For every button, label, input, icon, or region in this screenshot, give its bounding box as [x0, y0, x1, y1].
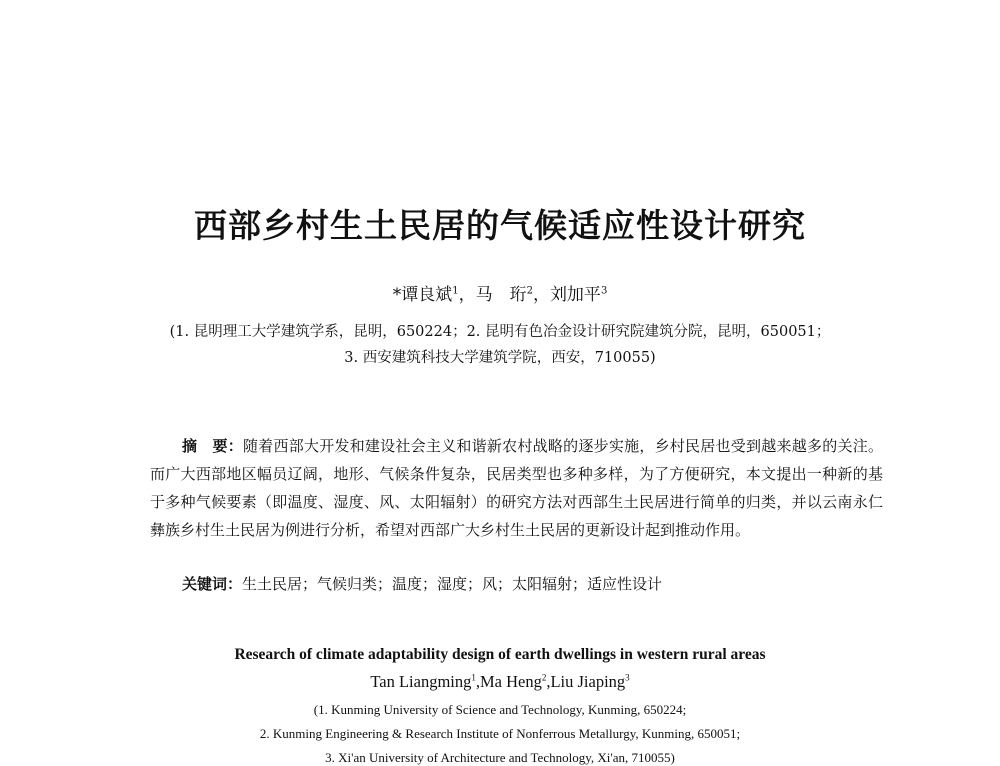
- abstract-label: 摘 要：: [182, 437, 243, 455]
- english-title: Research of climate adaptability design of earth dwellings in western rural areas: [234, 646, 766, 663]
- english-author-list: Tan Liangming$^1$,Ma Heng$^2$,Liu Jiaping$^3$: [370, 672, 630, 691]
- affiliation-line-2: 3. 西安建筑科技大学建筑学院，西安，710055): [344, 350, 656, 366]
- author-3-affil: 3: [600, 285, 608, 297]
- english-affiliation-line-2: 2. Kunming Engineering & Research Institute of Nonferrous Metallurgy, Kunming, 650051;: [259, 726, 741, 741]
- english-author-1-affil: 1: [471, 672, 476, 683]
- english-affiliation-line-1: (1. Kunming University of Science and Technology, Kunming, 650224;: [313, 702, 687, 717]
- english-author-3-affil: 3: [625, 672, 630, 683]
- abstract-block: [150, 432, 883, 544]
- paper-title: 西部乡村生土民居的气候适应性设计研究: [194, 206, 806, 245]
- keywords-text: 生土民居；气候归类；温度；湿度；风；太阳辐射；适应性设计: [242, 575, 663, 593]
- author-1-affil: 1: [452, 285, 459, 297]
- english-author-1: Tan Liangming: [370, 672, 472, 691]
- author-1: 谭良斌: [401, 285, 453, 305]
- english-affiliation-line-3: 3. Xi'an University of Architecture and Technology, Xi'an, 710055): [325, 750, 675, 765]
- affiliation-line-1: (1. 昆明理工大学建筑学系，昆明，650224；2. 昆明有色冶金设计研究院建筑分院，昆明，650051；: [169, 324, 831, 340]
- author-list: *谭良斌$^1$，马 珩$^2$，刘加平$^3$: [392, 285, 608, 305]
- english-author-2: Ma Heng: [479, 672, 542, 691]
- author-2: 马 珩: [475, 285, 527, 305]
- author-3: 刘加平: [549, 285, 601, 305]
- keywords-block: [182, 573, 662, 594]
- corresponding-mark: *: [392, 285, 402, 305]
- english-author-3: Liu Jiaping: [550, 672, 626, 691]
- author-2-affil: 2: [526, 285, 533, 297]
- english-author-2-affil: 2: [541, 672, 547, 683]
- keywords-label: 关键词：: [182, 575, 243, 593]
- abstract-text: 随着西部大开发和建设社会主义和谐新农村战略的逐步实施，乡村民居也受到越来越多的关注。而广大西部地区幅员辽阔，地形、气候条件复杂，民居类型也多种多样，为了方便研究，本文提出一种新的基于多种气候要素（即温度、湿度、风、太阳辐射）的研究方法对西部生土民居进行简单的归类，并以云南永仁彝族乡村生土民居为例进行分析，希望对西部广大乡村生土民居的更新设计起到推动作用。: [150, 437, 883, 539]
